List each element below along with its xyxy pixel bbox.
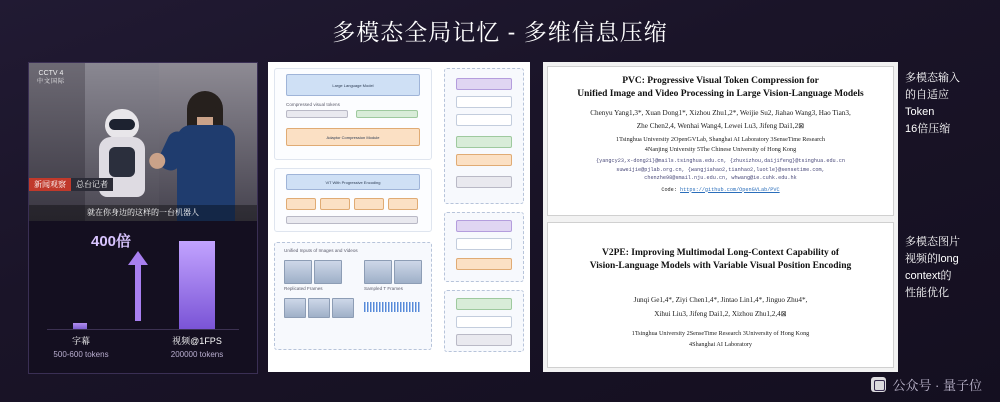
paper2-authors-line1: Junqi Ge1,4*, Ziyi Chen1,4*, Jintao Lin1,4*, Jinguo Zhu4*, bbox=[633, 296, 808, 304]
bar-subtitle-tokens bbox=[73, 323, 87, 329]
diagram-label-compressed-tokens: Compressed visual tokens bbox=[286, 102, 340, 107]
paper-authors-line1: Chenyu Yang1,3*, Xuan Dong1*, Xizhou Zhu1,2*, Weijie Su2, Jiahao Wang3, Hao Tian3, bbox=[590, 109, 851, 117]
diagram-label-replicated: Replicated Frames bbox=[284, 286, 323, 291]
note2-line4: 性能优化 bbox=[905, 287, 949, 299]
paper2-affil-line2: 4Shanghai AI Laboratory bbox=[689, 341, 752, 348]
diagram-enc-layer-norm-1 bbox=[456, 176, 512, 188]
paper-title-line1: PVC: Progressive Visual Token Compression for bbox=[622, 76, 819, 86]
diagram-label-unified-inputs: Unified Inputs of Images and Videos bbox=[284, 248, 358, 253]
diagram-frame-3 bbox=[364, 260, 392, 284]
diagram-enc-cross-attention-1 bbox=[456, 136, 512, 148]
note1-line1: 多模态输入 bbox=[905, 72, 960, 84]
paper2-authors-line2: Xihui Liu3, Jifeng Dai1,2, Xizhou Zhu1,2,4⊠ bbox=[654, 309, 787, 318]
chart-label-left-name: 字幕 bbox=[71, 336, 90, 346]
papers-panel bbox=[543, 62, 898, 372]
channel-logo bbox=[37, 69, 65, 87]
note2-line2: 视频的long bbox=[905, 253, 959, 265]
paper-code-line bbox=[558, 187, 883, 195]
diagram-enc-spatial-encoding-1 bbox=[456, 114, 512, 126]
qbitai-logo-icon bbox=[871, 377, 886, 392]
channel-logo-cn: 中文国际 bbox=[37, 79, 66, 85]
diagram-vit-token-row bbox=[286, 216, 418, 224]
note1-line3: Token bbox=[905, 106, 935, 118]
paper-title-line2: Unified Image and Video Processing in Large Vision-Language Models bbox=[577, 89, 864, 99]
paper2-title-line1: V2PE: Improving Multimodal Long-Context Capability of bbox=[601, 248, 840, 258]
note-long-context bbox=[905, 234, 960, 302]
diagram-enc-feed-forward-1 bbox=[456, 154, 512, 166]
diagram-frame-7 bbox=[332, 298, 354, 318]
robot-figure bbox=[91, 109, 153, 213]
diagram-waveform bbox=[364, 302, 420, 312]
diagram-label-sampled: Sampled T Frames bbox=[364, 286, 403, 291]
lower-third-red-label: 新闻观察 bbox=[29, 178, 71, 191]
diagram-vit-stage-2 bbox=[320, 198, 350, 210]
note2-line3: context的 bbox=[905, 270, 952, 282]
paper-affil-line1: 1Tsinghua University 2OpenGVLab, Shanghai AI Laboratory 3SenseTime Research bbox=[616, 136, 825, 143]
chart-label-right bbox=[145, 335, 249, 361]
video-subtitle: 就在你身边的这样的一台机器人 bbox=[29, 205, 257, 221]
note1-line2: 的自适应 bbox=[905, 89, 949, 101]
diagram-frame-6 bbox=[308, 298, 330, 318]
diagram-frame-4 bbox=[394, 260, 422, 284]
paper-authors-line2: Zhe Chen2,4, Wenhai Wang4, Lewei Lu3, Jifeng Dai1,2⊠ bbox=[636, 121, 805, 130]
chart-label-right-value: 200000 tokens bbox=[170, 350, 224, 359]
paper-emails-line2: suweijie@pjlab.org.cn, {wangjiahao2,tianhao2,luotle}@sensetime.com, bbox=[616, 166, 825, 173]
note1-line4: 16倍压缩 bbox=[905, 123, 951, 135]
paper-code-link[interactable]: https://github.com/OpenGVLab/PVC bbox=[680, 186, 780, 193]
token-comparison-chart bbox=[29, 221, 257, 373]
note-compression bbox=[905, 70, 960, 138]
diagram-inputs-group bbox=[274, 242, 432, 350]
paper-card-pvc bbox=[547, 66, 894, 216]
page-title: 多模态全局记忆 - 多维信息压缩 bbox=[332, 19, 668, 45]
paper-emails-line1: {yangcy23,x-dong21}@mails.tsinghua.edu.cn, {zhuxizhou,daijifeng}@tsinghua.edu.cn bbox=[595, 158, 846, 164]
diagram-enc-temporal-encoding-1 bbox=[456, 96, 512, 108]
diagram-enc-adaptive-pooling-2 bbox=[456, 220, 512, 232]
diagram-frame-5 bbox=[284, 298, 306, 318]
paper-emails-line3: chenzhe98@smail.nju.edu.cn, whwang@ie.cuhk.edu.hk bbox=[644, 175, 797, 181]
diagram-vit-stage-1 bbox=[286, 198, 316, 210]
chart-baseline bbox=[47, 329, 239, 330]
chart-label-left-value: 500-600 tokens bbox=[53, 350, 109, 359]
paper2-title-line2: Vision-Language Models with Variable Visual Position Encoding bbox=[589, 261, 852, 271]
diagram-enc-linear-projection-3 bbox=[456, 316, 512, 328]
diagram-frame-1 bbox=[284, 260, 312, 284]
diagram-token-row-text bbox=[356, 110, 418, 118]
arrow-stem bbox=[135, 263, 141, 321]
note2-line1: 多模态图片 bbox=[905, 236, 960, 248]
diagram-block-adaptor: Adaptor Compression Module bbox=[286, 128, 420, 146]
robot-visor bbox=[109, 119, 135, 130]
watermark-text: 公众号 · 量子位 bbox=[892, 378, 982, 393]
bar-video-tokens bbox=[179, 241, 215, 329]
growth-arrow-icon bbox=[125, 251, 151, 321]
diagram-enc-feed-forward-2 bbox=[456, 258, 512, 270]
diagram-block-llm: Large Language Model bbox=[286, 74, 420, 96]
ratio-annotation: 400倍 bbox=[91, 233, 132, 250]
left-media-panel bbox=[28, 62, 258, 374]
paper2-affil-line1: 1Tsinghua University 2SenseTime Research 3University of Hong Kong bbox=[631, 330, 810, 337]
diagram-vit-stage-4 bbox=[388, 198, 418, 210]
architecture-diagram bbox=[268, 62, 530, 372]
paper-code-label: Code: bbox=[661, 186, 677, 193]
diagram-token-row-visual bbox=[286, 110, 348, 118]
news-video-still bbox=[29, 63, 257, 221]
paper-card-v2pe bbox=[547, 222, 894, 368]
diagram-enc-adaptive-pooling-1 bbox=[456, 78, 512, 90]
diagram-frame-2 bbox=[314, 260, 342, 284]
diagram-block-vit: ViT With Progressive Encoding bbox=[286, 174, 420, 190]
diagram-enc-temporal-encoding-2 bbox=[456, 238, 512, 250]
diagram-vit-stage-3 bbox=[354, 198, 384, 210]
robot-torso-panel bbox=[109, 147, 135, 177]
watermark bbox=[871, 375, 982, 394]
diagram-enc-layer-norm-3 bbox=[456, 334, 512, 346]
lower-third-banner bbox=[29, 178, 113, 191]
reporter-figure bbox=[165, 91, 245, 221]
chart-label-right-name: 视频@1FPS bbox=[172, 336, 222, 346]
diagram-enc-cross-attention-3 bbox=[456, 298, 512, 310]
channel-logo-en: CCTV 4 bbox=[38, 70, 64, 77]
paper-affil-line2: 4Nanjing University 5The Chinese University of Hong Kong bbox=[644, 146, 797, 153]
lower-third-dark-label: 总台记者 bbox=[71, 178, 113, 191]
chart-label-left bbox=[39, 335, 123, 361]
